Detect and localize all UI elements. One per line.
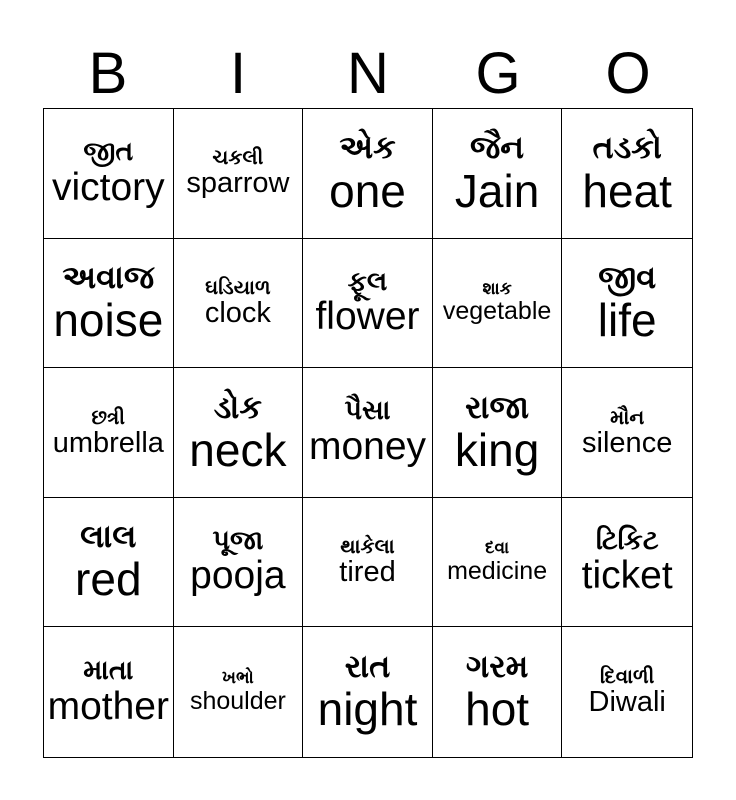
cell-gujarati-word: ડોક bbox=[213, 387, 262, 426]
bingo-cell[interactable] bbox=[433, 627, 563, 757]
bingo-cell[interactable] bbox=[44, 627, 174, 757]
cell-gujarati-word: એક bbox=[339, 128, 396, 167]
cell-english-word: shoulder bbox=[189, 686, 286, 715]
cell-gujarati-word: ફૂલ bbox=[347, 265, 388, 297]
bingo-cell[interactable] bbox=[433, 498, 563, 628]
bingo-cell[interactable] bbox=[303, 498, 433, 628]
cell-english-word: sparrow bbox=[186, 167, 290, 200]
cell-english-word: umbrella bbox=[52, 426, 164, 459]
cell-english-word: vegetable bbox=[442, 297, 552, 326]
bingo-cell[interactable] bbox=[174, 368, 304, 498]
cell-english-word: money bbox=[308, 424, 427, 468]
cell-gujarati-word: માતા bbox=[83, 654, 134, 686]
cell-gujarati-word: દિવાળી bbox=[600, 664, 655, 689]
bingo-cell[interactable] bbox=[44, 239, 174, 369]
cell-english-word: heat bbox=[582, 164, 672, 217]
cell-english-word: neck bbox=[189, 423, 287, 476]
cell-gujarati-word: ઘડિયાળ bbox=[205, 274, 271, 299]
bingo-cell[interactable] bbox=[174, 498, 304, 628]
cell-english-word: red bbox=[75, 553, 142, 606]
cell-gujarati-word: શાક bbox=[482, 278, 512, 299]
cell-english-word: pooja bbox=[190, 554, 286, 598]
cell-english-word: tired bbox=[339, 556, 396, 589]
cell-gujarati-word: મૌન bbox=[610, 404, 645, 429]
cell-english-word: Diwali bbox=[588, 686, 666, 719]
cell-english-word: clock bbox=[204, 296, 271, 329]
cell-gujarati-word: અવાજ bbox=[62, 258, 155, 296]
bingo-cell[interactable] bbox=[562, 368, 692, 498]
cell-gujarati-word: રાજા bbox=[465, 387, 530, 426]
cell-gujarati-word: જૈન bbox=[470, 128, 525, 167]
cell-english-word: hot bbox=[465, 683, 530, 736]
bingo-cell[interactable] bbox=[562, 109, 692, 239]
cell-english-word: noise bbox=[53, 294, 164, 347]
cell-english-word: victory bbox=[51, 165, 165, 209]
cell-english-word: night bbox=[317, 683, 418, 736]
bingo-cell[interactable] bbox=[44, 498, 174, 628]
bingo-cell[interactable] bbox=[303, 627, 433, 757]
bingo-cell[interactable] bbox=[433, 368, 563, 498]
bingo-cell[interactable] bbox=[44, 109, 174, 239]
cell-gujarati-word: છત્રી bbox=[91, 404, 126, 429]
cell-english-word: king bbox=[454, 423, 540, 476]
cell-english-word: one bbox=[329, 164, 406, 217]
bingo-cell[interactable] bbox=[174, 109, 304, 239]
bingo-cell[interactable] bbox=[303, 239, 433, 369]
bingo-cell[interactable] bbox=[303, 368, 433, 498]
header-letter-g: G bbox=[475, 41, 521, 106]
cell-gujarati-word: ટિકિટ bbox=[595, 524, 659, 556]
bingo-cell[interactable] bbox=[174, 239, 304, 369]
cell-gujarati-word: દવા bbox=[484, 538, 510, 558]
cell-english-word: ticket bbox=[581, 554, 673, 598]
cell-gujarati-word: પૂજા bbox=[212, 524, 264, 556]
cell-english-word: flower bbox=[315, 295, 420, 339]
cell-gujarati-word: પૈસા bbox=[344, 395, 391, 427]
cell-gujarati-word: લાલ bbox=[80, 517, 137, 556]
cell-gujarati-word: ખભો bbox=[221, 668, 254, 689]
cell-gujarati-word: ચકલી bbox=[212, 145, 264, 170]
bingo-cell[interactable] bbox=[174, 627, 304, 757]
cell-gujarati-word: રાત bbox=[344, 647, 391, 686]
bingo-cell[interactable] bbox=[303, 109, 433, 239]
cell-gujarati-word: ગરમ bbox=[465, 647, 529, 686]
cell-gujarati-word: તડકો bbox=[592, 128, 662, 167]
header-letter-i: I bbox=[229, 41, 247, 106]
cell-gujarati-word: જીવ bbox=[598, 258, 657, 296]
cell-gujarati-word: થાકેલા bbox=[340, 534, 395, 559]
cell-english-word: life bbox=[597, 294, 657, 347]
header-letter-o: O bbox=[605, 41, 651, 106]
header-letter-n: N bbox=[347, 41, 389, 106]
bingo-cell[interactable] bbox=[44, 368, 174, 498]
bingo-cell[interactable] bbox=[562, 498, 692, 628]
cell-english-word: medicine bbox=[447, 556, 548, 585]
cell-gujarati-word: જીત bbox=[83, 136, 134, 167]
bingo-cell[interactable] bbox=[562, 627, 692, 757]
cell-english-word: mother bbox=[47, 684, 169, 728]
cell-english-word: silence bbox=[582, 426, 673, 459]
bingo-cell[interactable] bbox=[433, 109, 563, 239]
cell-english-word: Jain bbox=[454, 164, 540, 217]
bingo-cell[interactable] bbox=[433, 239, 563, 369]
bingo-cell[interactable] bbox=[562, 239, 692, 369]
bingo-board bbox=[43, 108, 693, 758]
bingo-header bbox=[43, 40, 693, 108]
header-letter-b: B bbox=[88, 41, 128, 106]
